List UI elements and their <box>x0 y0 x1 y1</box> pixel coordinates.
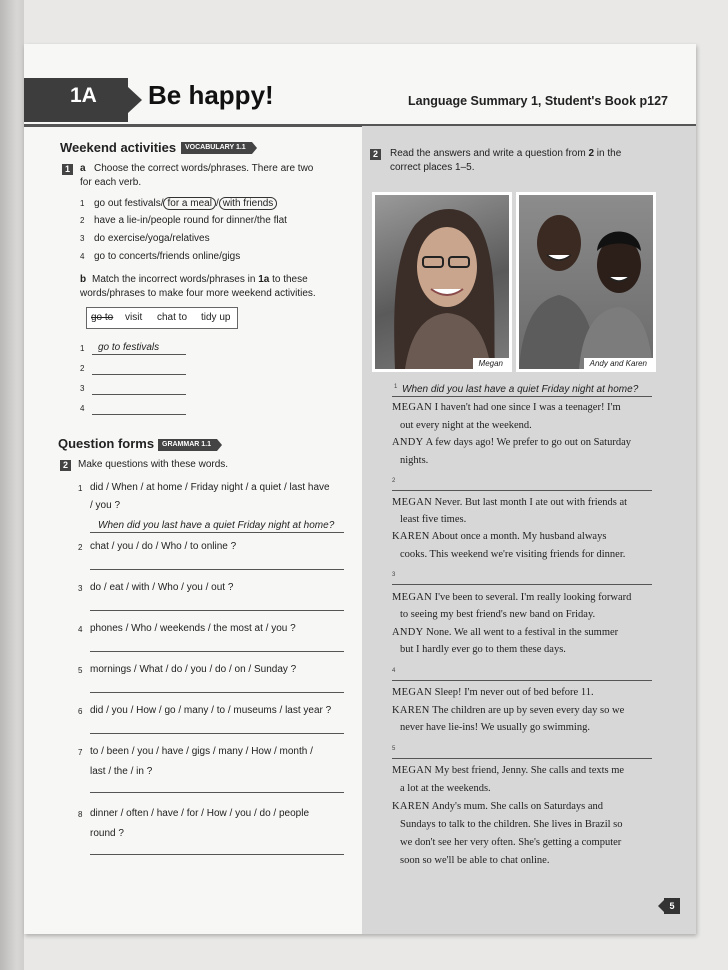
item-number: 1 <box>78 484 83 493</box>
answer-line[interactable] <box>90 610 344 611</box>
vocab-item: go out festivals/ for a meal / with friends <box>94 198 277 209</box>
question-prompt: did / When / at home / Friday night / a quiet / last have <box>90 482 330 493</box>
vocab-item: have a lie-in/people round for dinner/the flat <box>94 215 287 226</box>
page-number: 5 <box>664 898 680 914</box>
exercise-number: 1 <box>62 164 73 175</box>
circled-answer: for a meal <box>163 197 215 210</box>
answer-line[interactable] <box>90 651 344 652</box>
dialogue-line: never have lie-ins! We usually go swimming. <box>400 722 590 733</box>
vocabulary-tag: VOCABULARY 1.1 <box>181 142 252 154</box>
blank-number: 2 <box>392 478 396 484</box>
unit-number: 1A <box>70 84 97 107</box>
dialogue-line: MEGAN I haven't had one since I was a teenager! I'm <box>392 402 621 413</box>
instruction: words/phrases to make four more weekend activities. <box>80 288 316 299</box>
dialogue-line: KAREN The children are up by seven every day so we <box>392 705 625 716</box>
word: visit <box>125 312 143 323</box>
blank-number: 1 <box>394 384 398 390</box>
answer-text: When did you last have a quiet Friday night at home? <box>98 520 335 531</box>
dialogue-line: cooks. This weekend we're visiting friends for dinner. <box>400 549 626 560</box>
answer-line[interactable] <box>392 584 652 585</box>
instruction: Match the incorrect words/phrases in 1a to these <box>92 274 308 285</box>
instruction: Read the answers and write a question from 2 in the <box>390 148 622 159</box>
question-prompt: mornings / What / do / you / do / on / Sunday ? <box>90 664 297 675</box>
dialogue-line: MEGAN I've been to several. I'm really looking forward <box>392 592 632 603</box>
answer-line[interactable] <box>392 396 652 397</box>
vocab-item: do exercise/yoga/relatives <box>94 233 210 244</box>
answer-line[interactable] <box>90 569 344 570</box>
part-label: a <box>80 163 86 174</box>
item-number: 8 <box>78 810 83 819</box>
answer-line[interactable] <box>92 354 186 355</box>
item-number: 7 <box>78 748 83 757</box>
dialogue-line: to seeing my best friend's new band on Friday. <box>400 609 596 620</box>
dialogue-line: Sundays to talk to the children. She lives in Brazil so <box>400 819 623 830</box>
woman-illustration <box>375 195 509 369</box>
answer-text: go to festivals <box>98 342 160 353</box>
weekend-title: Weekend activities <box>60 140 177 155</box>
grammar-tag: GRAMMAR 1.1 <box>158 439 217 451</box>
item-number: 2 <box>80 364 85 373</box>
answer-line[interactable] <box>392 680 652 681</box>
part-label: b <box>80 274 87 285</box>
item-number: 4 <box>78 625 83 634</box>
item-number: 2 <box>80 216 85 225</box>
blank-number: 4 <box>392 668 396 674</box>
dialogue-line: but I hardly ever go to them these days. <box>400 644 566 655</box>
vocab-item: go to concerts/friends online/gigs <box>94 251 241 262</box>
question-prompt: did / you / How / go / many / to / museums / last year ? <box>90 705 332 716</box>
dialogue-line: KAREN Andy's mum. She calls on Saturdays and <box>392 801 604 812</box>
word-crossed: go to <box>91 312 114 323</box>
answer-line[interactable] <box>90 792 344 793</box>
word: chat to <box>157 312 188 323</box>
answer-line[interactable] <box>92 394 186 395</box>
blank-number: 5 <box>392 746 396 752</box>
item-number: 4 <box>80 252 85 261</box>
page-title: Be happy! <box>148 80 274 110</box>
dialogue-line: least five times. <box>400 514 467 525</box>
answer-line[interactable] <box>92 374 186 375</box>
dialogue-line: nights. <box>400 455 429 466</box>
dialogue-line: soon so we'll be able to chat online. <box>400 855 550 866</box>
exercise-number: 2 <box>60 460 71 471</box>
book-spine <box>0 0 24 970</box>
exercise-number: 2 <box>370 149 381 160</box>
photo-megan <box>372 192 512 372</box>
answer-line[interactable] <box>92 414 186 415</box>
dialogue-line: ANDY None. We all went to a festival in the summer <box>392 627 619 638</box>
photo-caption: Andy and Karen <box>584 358 653 369</box>
dialogue-line: MEGAN My best friend, Jenny. She calls and texts me <box>392 765 625 776</box>
item-number: 4 <box>80 404 85 413</box>
photo-andy-karen <box>516 192 656 372</box>
instruction: correct places 1–5. <box>390 162 475 173</box>
instruction: for each verb. <box>80 177 142 188</box>
dialogue-line: a lot at the weekends. <box>400 783 491 794</box>
language-summary-ref: Language Summary 1, Student's Book p127 <box>408 94 668 108</box>
item-number: 3 <box>80 234 85 243</box>
circled-answer: with friends <box>219 197 278 210</box>
answer-line[interactable] <box>90 532 344 533</box>
instruction: Make questions with these words. <box>78 459 229 470</box>
answer-line[interactable] <box>90 854 344 855</box>
word: tidy up <box>201 312 231 323</box>
item-number: 6 <box>78 707 83 716</box>
question-forms-title: Question forms <box>58 436 155 451</box>
question-prompt: phones / Who / weekends / the most at / you ? <box>90 623 296 634</box>
item-number: 3 <box>80 384 85 393</box>
item-number: 1 <box>80 344 85 353</box>
instruction: Choose the correct words/phrases. There are two <box>94 163 314 174</box>
question-prompt: last / the / in ? <box>90 766 153 777</box>
answer-text: When did you last have a quiet Friday night at home? <box>402 384 639 395</box>
question-prompt: dinner / often / have / for / How / you / do / people <box>90 808 310 819</box>
question-prompt: to / been / you / have / gigs / many / How / month / <box>90 746 313 757</box>
question-prompt: round ? <box>90 828 124 839</box>
item-number: 2 <box>78 543 83 552</box>
answer-line[interactable] <box>392 758 652 759</box>
couple-illustration <box>519 195 653 369</box>
dialogue-line: KAREN About once a month. My husband always <box>392 531 607 542</box>
item-number: 1 <box>80 199 85 208</box>
item-number: 5 <box>78 666 83 675</box>
dialogue-line: MEGAN Sleep! I'm never out of bed before 11. <box>392 687 594 698</box>
dialogue-line: we don't see her very often. She's getting a computer <box>400 837 622 848</box>
workbook-page <box>24 44 696 934</box>
dialogue-line: ANDY A few days ago! We prefer to go out on Saturday <box>392 437 631 448</box>
question-prompt: do / eat / with / Who / you / out ? <box>90 582 234 593</box>
item-number: 3 <box>78 584 83 593</box>
word-box <box>86 307 238 329</box>
photo-caption: Megan <box>473 358 509 369</box>
question-prompt: chat / you / do / Who / to online ? <box>90 541 237 552</box>
question-prompt: / you ? <box>90 500 121 511</box>
blank-number: 3 <box>392 572 396 578</box>
answer-line[interactable] <box>90 733 344 734</box>
dialogue-line: out every night at the weekend. <box>400 420 532 431</box>
answer-line[interactable] <box>392 490 652 491</box>
dialogue-line: MEGAN Never. But last month I ate out with friends at <box>392 497 628 508</box>
answer-line[interactable] <box>90 692 344 693</box>
